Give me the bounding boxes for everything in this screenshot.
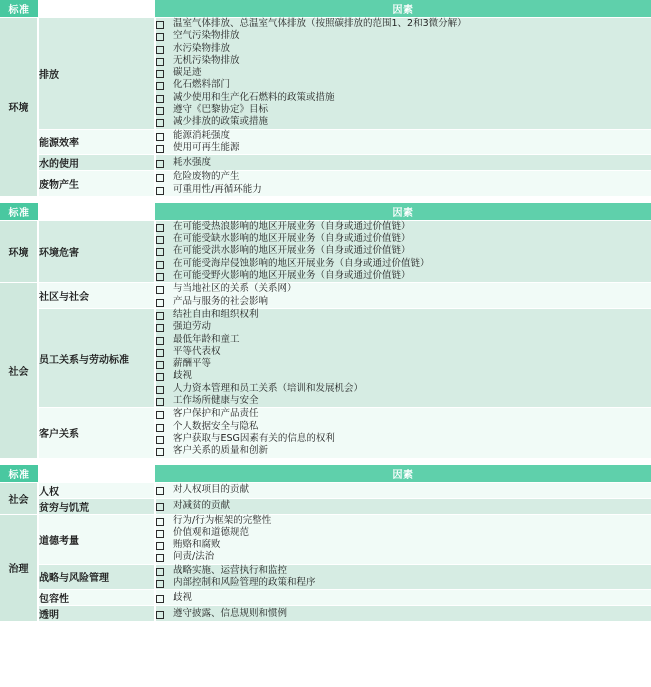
table-row bbox=[0, 498, 651, 514]
factor-list bbox=[156, 309, 651, 407]
factor-list-item bbox=[156, 55, 651, 67]
factor-cell bbox=[155, 498, 651, 514]
factor-label: 水污染物排放 bbox=[173, 42, 231, 54]
table-row bbox=[0, 171, 651, 197]
factor-label: 对人权项目的贡献 bbox=[173, 483, 250, 495]
factor-list-item bbox=[156, 565, 651, 577]
factor-list-item bbox=[156, 608, 651, 620]
factor-list-item bbox=[156, 116, 651, 128]
table-row bbox=[0, 564, 651, 590]
header-standard: 标准 bbox=[0, 465, 38, 483]
factor-label: 个人数据安全与隐私 bbox=[173, 420, 259, 432]
checkbox-square-icon bbox=[156, 436, 164, 444]
topic-cell: 环境危害 bbox=[38, 220, 155, 282]
factor-cell bbox=[155, 590, 651, 606]
factor-label: 在可能受热浪影响的地区开展业务（自身或通过价值链） bbox=[173, 220, 411, 232]
factor-list bbox=[156, 283, 651, 308]
factor-label: 工作场所健康与安全 bbox=[173, 395, 259, 407]
factor-list-item bbox=[156, 221, 651, 233]
table-row bbox=[0, 18, 651, 130]
factor-label: 与当地社区的关系（关系网） bbox=[173, 283, 297, 295]
factor-label: 强迫劳动 bbox=[173, 321, 212, 333]
header-factor: 因素 bbox=[155, 203, 651, 221]
topic-cell: 贫穷与饥荒 bbox=[38, 498, 155, 514]
factor-list-item bbox=[156, 130, 651, 142]
checkbox-square-icon bbox=[156, 236, 164, 244]
factor-list-item bbox=[156, 92, 651, 104]
factor-list-item bbox=[156, 30, 651, 42]
factor-label: 客户关系的质量和创新 bbox=[173, 445, 269, 457]
factor-list-item bbox=[156, 334, 651, 346]
factor-label: 行为/行为框架的完整性 bbox=[173, 514, 272, 526]
factor-label: 客户获取与ESG因素有关的信息的权利 bbox=[173, 432, 335, 444]
checkbox-square-icon bbox=[156, 46, 164, 54]
topic-cell: 能源效率 bbox=[38, 129, 155, 155]
factor-list-item bbox=[156, 346, 651, 358]
checkbox-square-icon bbox=[156, 373, 164, 381]
factor-cell bbox=[155, 283, 651, 309]
header-gap bbox=[38, 203, 155, 221]
checkbox-square-icon bbox=[156, 160, 164, 168]
factor-label: 可重用性/再循环能力 bbox=[173, 183, 262, 195]
checkbox-square-icon bbox=[156, 424, 164, 432]
topic-cell: 包容性 bbox=[38, 590, 155, 606]
factor-list-item bbox=[156, 233, 651, 245]
factor-label: 遵守《巴黎协定》目标 bbox=[173, 104, 269, 116]
factor-list-item bbox=[156, 421, 651, 433]
checkbox-square-icon bbox=[156, 324, 164, 332]
factor-list-item bbox=[156, 408, 651, 420]
factor-label: 战略实施、运营执行和监控 bbox=[173, 564, 288, 576]
table-row bbox=[0, 220, 651, 282]
checkbox-square-icon bbox=[156, 398, 164, 406]
checkbox-square-icon bbox=[156, 530, 164, 538]
checkbox-square-icon bbox=[156, 542, 164, 550]
checkbox-square-icon bbox=[156, 107, 164, 115]
factor-list bbox=[156, 157, 651, 169]
checkbox-square-icon bbox=[156, 299, 164, 307]
factor-list bbox=[156, 592, 651, 604]
checkbox-square-icon bbox=[156, 174, 164, 182]
standard-cell: 环境 bbox=[0, 220, 38, 282]
factor-list-item bbox=[156, 527, 651, 539]
factor-cell bbox=[155, 514, 651, 564]
factor-label: 产品与服务的社会影响 bbox=[173, 295, 269, 307]
table-header-row bbox=[0, 465, 651, 483]
table-header-row bbox=[0, 203, 651, 221]
factor-list-item bbox=[156, 258, 651, 270]
factor-cell bbox=[155, 564, 651, 590]
factor-label: 化石燃料部门 bbox=[173, 79, 231, 91]
checkbox-square-icon bbox=[156, 70, 164, 78]
topic-cell: 透明 bbox=[38, 606, 155, 622]
factor-list-item bbox=[156, 309, 651, 321]
checkbox-square-icon bbox=[156, 568, 164, 576]
table-row bbox=[0, 482, 651, 498]
header-gap bbox=[38, 0, 155, 18]
factor-label: 在可能受洪水影响的地区开展业务（自身或通过价值链） bbox=[173, 245, 411, 257]
factor-list-item bbox=[156, 142, 651, 154]
factor-label: 平等代表权 bbox=[173, 345, 221, 357]
checkbox-square-icon bbox=[156, 119, 164, 127]
factor-list-item bbox=[156, 157, 651, 169]
checkbox-square-icon bbox=[156, 187, 164, 195]
factor-list-item bbox=[156, 539, 651, 551]
factor-list bbox=[156, 500, 651, 512]
factor-label: 无机污染物排放 bbox=[173, 54, 240, 66]
checkbox-square-icon bbox=[156, 261, 164, 269]
standard-cell: 社会 bbox=[0, 482, 38, 514]
factor-list-item bbox=[156, 283, 651, 295]
factor-list bbox=[156, 484, 651, 496]
factor-list-item bbox=[156, 18, 651, 30]
factor-list-item bbox=[156, 577, 651, 589]
factor-list bbox=[156, 608, 651, 620]
factor-label: 使用可再生能源 bbox=[173, 141, 240, 153]
table-row bbox=[0, 155, 651, 171]
factor-label: 客户保护和产品责任 bbox=[173, 408, 259, 420]
checkbox-square-icon bbox=[156, 487, 164, 495]
factor-list-item bbox=[156, 245, 651, 257]
factor-label: 耗水强度 bbox=[173, 156, 212, 168]
factor-label: 减少使用和生产化石燃料的政策或措施 bbox=[173, 91, 335, 103]
factor-label: 危险废物的产生 bbox=[173, 171, 240, 183]
header-standard: 标准 bbox=[0, 203, 38, 221]
checkbox-square-icon bbox=[156, 273, 164, 281]
factor-label: 价值观和道德规范 bbox=[173, 526, 250, 538]
factor-cell bbox=[155, 606, 651, 622]
checkbox-square-icon bbox=[156, 580, 164, 588]
factor-label: 在可能受缺水影响的地区开展业务（自身或通过价值链） bbox=[173, 233, 411, 245]
checkbox-square-icon bbox=[156, 312, 164, 320]
topic-cell: 废物产生 bbox=[38, 171, 155, 197]
checkbox-square-icon bbox=[156, 248, 164, 256]
checkbox-square-icon bbox=[156, 611, 164, 619]
factor-label: 歧视 bbox=[173, 591, 193, 603]
factor-list bbox=[156, 18, 651, 129]
factor-label: 内部控制和风险管理的政策和程序 bbox=[173, 576, 316, 588]
checkbox-square-icon bbox=[156, 21, 164, 29]
header-gap bbox=[38, 465, 155, 483]
factor-label: 贿赂和腐败 bbox=[173, 539, 221, 551]
topic-cell: 人权 bbox=[38, 482, 155, 498]
standard-cell: 社会 bbox=[0, 283, 38, 458]
checkbox-square-icon bbox=[156, 82, 164, 90]
factor-cell bbox=[155, 18, 651, 130]
topic-cell: 排放 bbox=[38, 18, 155, 130]
factor-cell bbox=[155, 482, 651, 498]
factor-cell bbox=[155, 220, 651, 282]
table-row bbox=[0, 129, 651, 155]
checkbox-square-icon bbox=[156, 58, 164, 66]
topic-cell: 员工关系与劳动标准 bbox=[38, 308, 155, 407]
topic-cell: 水的使用 bbox=[38, 155, 155, 171]
checkbox-square-icon bbox=[156, 518, 164, 526]
checkbox-square-icon bbox=[156, 448, 164, 456]
factor-label: 碳足迹 bbox=[173, 67, 202, 79]
checkbox-square-icon bbox=[156, 349, 164, 357]
factor-cell bbox=[155, 308, 651, 407]
checkbox-square-icon bbox=[156, 95, 164, 103]
header-standard: 标准 bbox=[0, 0, 38, 18]
factor-list-item bbox=[156, 592, 651, 604]
factor-list-item bbox=[156, 551, 651, 563]
factor-list-item bbox=[156, 358, 651, 370]
factor-list-item bbox=[156, 484, 651, 496]
factor-list-item bbox=[156, 321, 651, 333]
factor-list-item bbox=[156, 171, 651, 183]
topic-cell: 社区与社会 bbox=[38, 283, 155, 309]
table-row bbox=[0, 606, 651, 622]
checkbox-square-icon bbox=[156, 386, 164, 394]
factor-label: 温室气体排放、总温室气体排放（按照碳排放的范围1、2和3微分解） bbox=[173, 18, 467, 29]
factor-list-item bbox=[156, 395, 651, 407]
factor-cell bbox=[155, 129, 651, 155]
factor-list-item bbox=[156, 515, 651, 527]
table-row bbox=[0, 514, 651, 564]
checkbox-square-icon bbox=[156, 595, 164, 603]
factor-label: 在可能受海岸侵蚀影响的地区开展业务（自身或通过价值链） bbox=[173, 257, 430, 269]
factor-list-item bbox=[156, 445, 651, 457]
checkbox-square-icon bbox=[156, 411, 164, 419]
factor-label: 歧视 bbox=[173, 370, 193, 382]
checkbox-square-icon bbox=[156, 145, 164, 153]
factor-list bbox=[156, 171, 651, 196]
topic-cell: 客户关系 bbox=[38, 408, 155, 458]
table-row bbox=[0, 308, 651, 407]
factor-list bbox=[156, 221, 651, 282]
factor-list bbox=[156, 515, 651, 564]
factor-label: 问责/法治 bbox=[173, 551, 215, 563]
factor-list-item bbox=[156, 104, 651, 116]
factor-list-item bbox=[156, 433, 651, 445]
factor-label: 遵守披露、信息规则和惯例 bbox=[173, 607, 288, 619]
table-row bbox=[0, 283, 651, 309]
factor-label: 结社自由和组织权利 bbox=[173, 308, 259, 320]
factor-list-item bbox=[156, 270, 651, 282]
checkbox-square-icon bbox=[156, 224, 164, 232]
factor-cell bbox=[155, 408, 651, 458]
factor-list-item bbox=[156, 184, 651, 196]
factor-label: 最低年龄和童工 bbox=[173, 333, 240, 345]
checkbox-square-icon bbox=[156, 503, 164, 511]
factor-cell bbox=[155, 155, 651, 171]
factor-label: 人力资本管理和员工关系（培训和发展机会） bbox=[173, 382, 364, 394]
factor-list-item bbox=[156, 383, 651, 395]
factor-label: 薪酬平等 bbox=[173, 358, 212, 370]
checkbox-square-icon bbox=[156, 337, 164, 345]
header-factor: 因素 bbox=[155, 465, 651, 483]
checkbox-square-icon bbox=[156, 286, 164, 294]
checkbox-square-icon bbox=[156, 554, 164, 562]
factor-label: 对减贫的贡献 bbox=[173, 499, 231, 511]
factor-list-item bbox=[156, 79, 651, 91]
topic-cell: 战略与风险管理 bbox=[38, 564, 155, 590]
topic-cell: 道德考量 bbox=[38, 514, 155, 564]
factor-cell bbox=[155, 171, 651, 197]
checkbox-square-icon bbox=[156, 361, 164, 369]
standard-cell: 环境 bbox=[0, 18, 38, 197]
checkbox-square-icon bbox=[156, 33, 164, 41]
table-row bbox=[0, 590, 651, 606]
header-factor: 因素 bbox=[155, 0, 651, 18]
factor-label: 能源消耗强度 bbox=[173, 129, 231, 141]
factor-label: 减少排放的政策或措施 bbox=[173, 116, 269, 128]
factor-list bbox=[156, 408, 651, 457]
table-row bbox=[0, 408, 651, 458]
factor-list-item bbox=[156, 296, 651, 308]
factor-label: 在可能受野火影响的地区开展业务（自身或通过价值链） bbox=[173, 270, 411, 282]
checkbox-square-icon bbox=[156, 133, 164, 141]
factor-list-item bbox=[156, 67, 651, 79]
factor-list bbox=[156, 130, 651, 155]
factor-list-item bbox=[156, 500, 651, 512]
table-header-row bbox=[0, 0, 651, 18]
factor-list bbox=[156, 565, 651, 590]
factor-list-item bbox=[156, 370, 651, 382]
standard-cell: 治理 bbox=[0, 514, 38, 622]
factor-label: 空气污染物排放 bbox=[173, 30, 240, 42]
factor-list-item bbox=[156, 43, 651, 55]
